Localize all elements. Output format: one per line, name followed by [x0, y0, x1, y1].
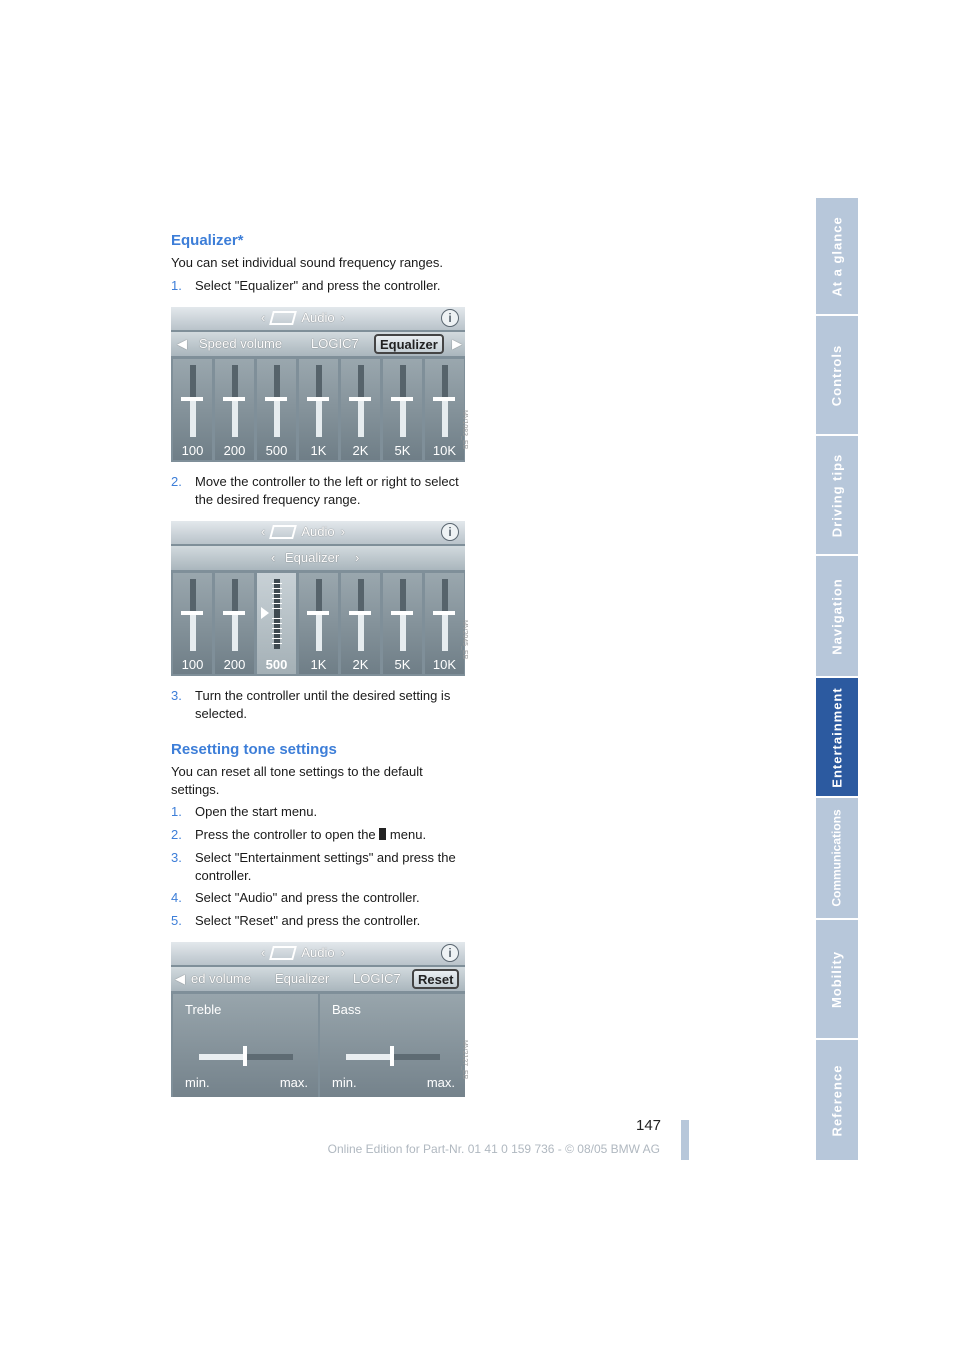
band-slider[interactable]	[299, 573, 338, 674]
band-slider[interactable]	[425, 359, 464, 460]
band-label: 500	[265, 443, 288, 458]
info-icon[interactable]: i	[441, 523, 459, 541]
step-number: 2.	[171, 474, 182, 489]
treble-min-label: min.	[185, 1075, 210, 1090]
left-arrow-icon: ‹	[271, 550, 276, 565]
step-number: 5.	[171, 913, 182, 928]
band-slider[interactable]	[425, 573, 464, 674]
screen-header	[171, 521, 465, 544]
menu-bar	[171, 546, 465, 570]
band-label: 10K	[432, 443, 457, 458]
reset-step-2	[171, 826, 471, 844]
tab-at-a-glance[interactable]	[816, 198, 858, 314]
reset-step-5	[171, 912, 471, 930]
band-label: 2K	[352, 443, 369, 458]
bass-max-label: max.	[426, 1075, 455, 1090]
band-sliders	[173, 359, 464, 460]
page-number: 147	[636, 1117, 662, 1134]
tab-label: Entertainment	[829, 686, 845, 788]
menu-item-equalizer-selected[interactable]: Equalizer	[374, 334, 444, 354]
band-slider[interactable]	[257, 359, 296, 460]
left-arrow-icon: ‹	[261, 310, 266, 325]
tab-label: Reference	[829, 1064, 845, 1136]
tab-label: Navigation	[829, 577, 845, 655]
step-text: menu.	[389, 827, 427, 842]
step-text: Select "Entertainment settings" and press the controller.	[195, 850, 456, 883]
tab-label: Communications	[830, 809, 844, 907]
bass-label: Bass	[332, 1002, 361, 1017]
treble-handle[interactable]	[243, 1046, 247, 1066]
step-number: 3.	[171, 850, 182, 865]
footer-edition: Online Edition for Part-Nr. 01 41 0 159 736 - © 08/05 BMW AG	[327, 1142, 660, 1156]
reset-screen	[171, 942, 465, 1097]
info-icon[interactable]: i	[441, 309, 459, 327]
equalizer-step-3	[171, 687, 471, 723]
step-number: 1.	[171, 278, 182, 293]
scroll-left-icon[interactable]: ◀	[177, 336, 187, 351]
treble-max-label: max.	[279, 1075, 308, 1090]
band-slider[interactable]	[215, 359, 254, 460]
equalizer-intro: You can set individual sound frequency ranges.	[171, 255, 443, 270]
step-text: Select "Audio" and press the controller.	[195, 890, 420, 905]
right-arrow-icon: ›	[355, 550, 360, 565]
menu-item-logic7[interactable]: LOGIC7	[353, 971, 401, 986]
band-slider[interactable]	[173, 359, 212, 460]
equalizer-step-2	[171, 473, 471, 509]
reset-step-1	[171, 803, 471, 821]
band-slider-selected[interactable]	[257, 573, 296, 674]
image-code: MV2127_EB	[461, 1040, 468, 1080]
right-arrow-icon: ›	[340, 524, 345, 539]
tab-label: Controls	[829, 344, 845, 406]
menu-bar	[171, 332, 465, 356]
band-sliders	[173, 573, 464, 674]
band-label: 100	[181, 443, 204, 458]
band-slider[interactable]	[341, 359, 380, 460]
band-label: 5K	[394, 657, 411, 672]
treble-label: Treble	[185, 1002, 222, 1017]
step-text: Select "Reset" and press the controller.	[195, 913, 421, 928]
right-arrow-icon: ›	[340, 945, 345, 960]
step-text: Turn the controller until the desired setting is selected.	[195, 688, 451, 721]
step-text: Open the start menu.	[195, 804, 318, 819]
step-text: Select "Equalizer" and press the controller.	[195, 278, 441, 293]
band-label: 200	[223, 657, 246, 672]
left-arrow-icon: ‹	[261, 945, 266, 960]
tab-entertainment[interactable]	[816, 678, 858, 796]
menu-item-logic7[interactable]: LOGIC7	[311, 336, 359, 351]
section-title-reset: Resetting tone settings	[171, 741, 337, 758]
screen-header	[171, 942, 465, 965]
bass-handle[interactable]	[390, 1046, 394, 1066]
tab-communications[interactable]	[816, 798, 858, 918]
header-title: Audio	[301, 310, 335, 325]
band-label: 200	[223, 443, 246, 458]
tab-mobility[interactable]	[816, 920, 858, 1038]
band-label: 100	[181, 657, 204, 672]
step-number: 3.	[171, 688, 182, 703]
page-number-bar	[681, 1120, 689, 1160]
reset-step-3	[171, 849, 471, 885]
scroll-right-icon[interactable]: ▶	[452, 336, 462, 351]
step-number: 4.	[171, 890, 182, 905]
menu-title-equalizer: Equalizer	[285, 550, 340, 565]
scroll-left-icon[interactable]: ◀	[175, 971, 185, 986]
tab-navigation[interactable]	[816, 556, 858, 676]
right-arrow-icon: ›	[340, 310, 345, 325]
band-label: 500	[265, 657, 288, 672]
menu-item-reset-selected[interactable]: Reset	[412, 969, 459, 989]
treble-panel	[173, 994, 318, 1097]
logic7-logo-icon	[269, 525, 297, 539]
step-number: 1.	[171, 804, 182, 819]
bass-min-label: min.	[332, 1075, 357, 1090]
menu-item-equalizer[interactable]: Equalizer	[275, 971, 330, 986]
image-code: MV1083_EB	[461, 410, 468, 450]
logic7-logo-icon	[269, 946, 297, 960]
tab-label: At a glance	[829, 215, 845, 297]
tab-reference[interactable]	[816, 1040, 858, 1160]
band-slider[interactable]	[383, 573, 422, 674]
bass-fill	[346, 1054, 392, 1060]
left-arrow-icon: ‹	[261, 524, 266, 539]
equalizer-screen-1	[171, 307, 465, 462]
reset-intro: You can reset all tone settings to the default settings.	[171, 764, 423, 797]
section-title-equalizer: Equalizer*	[171, 232, 244, 249]
band-slider[interactable]	[341, 573, 380, 674]
tab-label: Mobility	[829, 950, 845, 1008]
band-label: 5K	[394, 443, 411, 458]
step-number: 2.	[171, 827, 182, 842]
logic7-logo-icon	[269, 311, 297, 325]
screen-header	[171, 307, 465, 330]
reset-step-4	[171, 889, 471, 907]
header-title: Audio	[301, 945, 335, 960]
image-code: MV2045_EB	[461, 620, 468, 660]
pointer-icon	[261, 607, 269, 619]
band-label: 1K	[310, 443, 327, 458]
equalizer-step-1	[171, 277, 471, 295]
band-label: 2K	[352, 657, 369, 672]
tab-controls[interactable]	[816, 316, 858, 434]
menu-item-speed-volume[interactable]: ed volume	[191, 971, 251, 986]
band-slider[interactable]	[173, 573, 212, 674]
menu-bar	[171, 967, 465, 991]
band-slider[interactable]	[215, 573, 254, 674]
bass-panel	[320, 994, 465, 1097]
treble-fill	[199, 1054, 245, 1060]
tab-label: Driving tips	[829, 453, 845, 537]
step-text: Press the controller to open the	[195, 827, 376, 842]
band-label: 10K	[432, 657, 457, 672]
info-menu-icon	[379, 828, 386, 840]
header-title: Audio	[301, 524, 335, 539]
band-slider[interactable]	[383, 359, 422, 460]
tab-driving-tips[interactable]	[816, 436, 858, 554]
step-text: Move the controller to the left or right to select the desired frequency range.	[195, 474, 459, 507]
band-label: 1K	[310, 657, 327, 672]
menu-item-speed-volume[interactable]: Speed volume	[199, 336, 283, 351]
equalizer-screen-2	[171, 521, 465, 676]
info-icon[interactable]: i	[441, 944, 459, 962]
band-slider[interactable]	[299, 359, 338, 460]
